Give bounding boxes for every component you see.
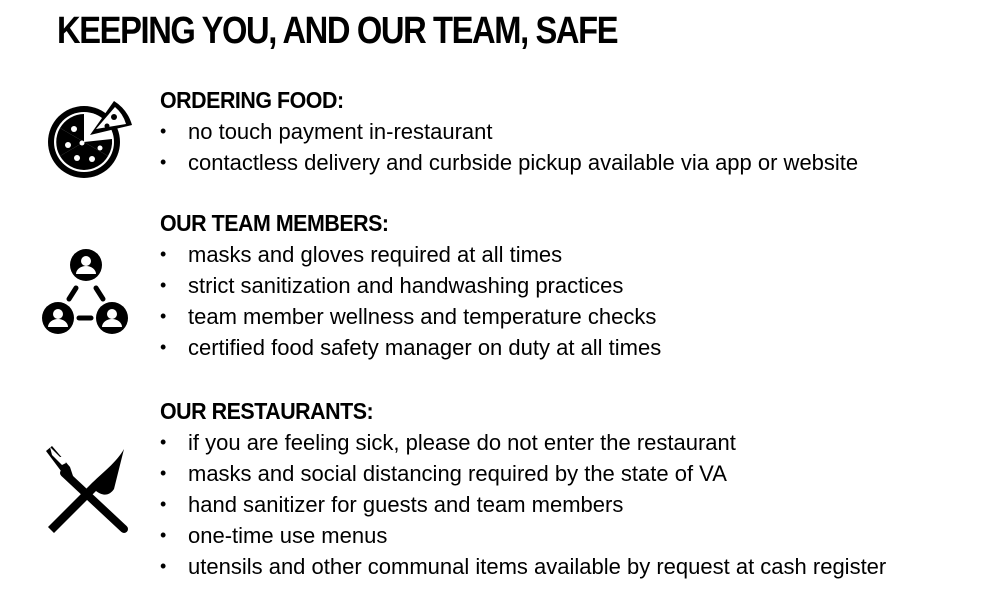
list-item-text: if you are feeling sick, please do not enter the restaurant — [188, 430, 736, 455]
pizza-icon — [44, 95, 134, 185]
list-item — [160, 301, 657, 332]
list-item — [160, 270, 624, 301]
bullet-dot: • — [160, 337, 167, 357]
list-item — [160, 239, 563, 270]
section-ordering-food — [160, 86, 859, 178]
list-item — [160, 427, 736, 458]
list-item-text: no touch payment in-restaurant — [188, 119, 493, 144]
bullet-dot: • — [160, 494, 167, 514]
section-restaurants — [160, 397, 887, 582]
list-item — [160, 332, 662, 363]
fork-knife-icon — [40, 443, 132, 535]
list-item-text: team member wellness and temperature checks — [188, 304, 657, 329]
list-item — [160, 147, 859, 178]
list-item-text: strict sanitization and handwashing practices — [188, 273, 624, 298]
bullet-dot: • — [160, 244, 167, 264]
list-item-text: masks and gloves required at all times — [188, 242, 563, 267]
bullet-dot: • — [160, 525, 167, 545]
bullet-dot: • — [160, 121, 167, 141]
page-title: KEEPING YOU, AND OUR TEAM, SAFE — [57, 10, 618, 52]
list-item-text: one-time use menus — [188, 523, 388, 548]
bullet-dot: • — [160, 432, 167, 452]
list-item-text: utensils and other communal items available by request at cash register — [188, 554, 887, 579]
bullet-list — [160, 239, 662, 363]
list-item — [160, 520, 389, 551]
bullet-dot: • — [160, 556, 167, 576]
list-item — [160, 489, 624, 520]
section-heading: OUR TEAM MEMBERS: — [160, 210, 389, 236]
bullet-dot: • — [160, 463, 167, 483]
list-item — [160, 458, 727, 489]
section-heading: ORDERING FOOD: — [160, 87, 344, 113]
bullet-list — [160, 427, 887, 582]
list-item — [160, 116, 493, 147]
bullet-dot: • — [160, 152, 167, 172]
bullet-list — [160, 116, 859, 178]
section-heading: OUR RESTAURANTS: — [160, 398, 374, 424]
list-item — [160, 551, 887, 582]
section-team-members — [160, 209, 662, 363]
list-item-text: contactless delivery and curbside pickup available via app or website — [188, 150, 859, 175]
list-item-text: hand sanitizer for guests and team members — [188, 492, 624, 517]
team-network-icon — [40, 248, 130, 338]
bullet-dot: • — [160, 275, 167, 295]
bullet-dot: • — [160, 306, 167, 326]
list-item-text: certified food safety manager on duty at all times — [188, 335, 662, 360]
list-item-text: masks and social distancing required by the state of VA — [188, 461, 727, 486]
